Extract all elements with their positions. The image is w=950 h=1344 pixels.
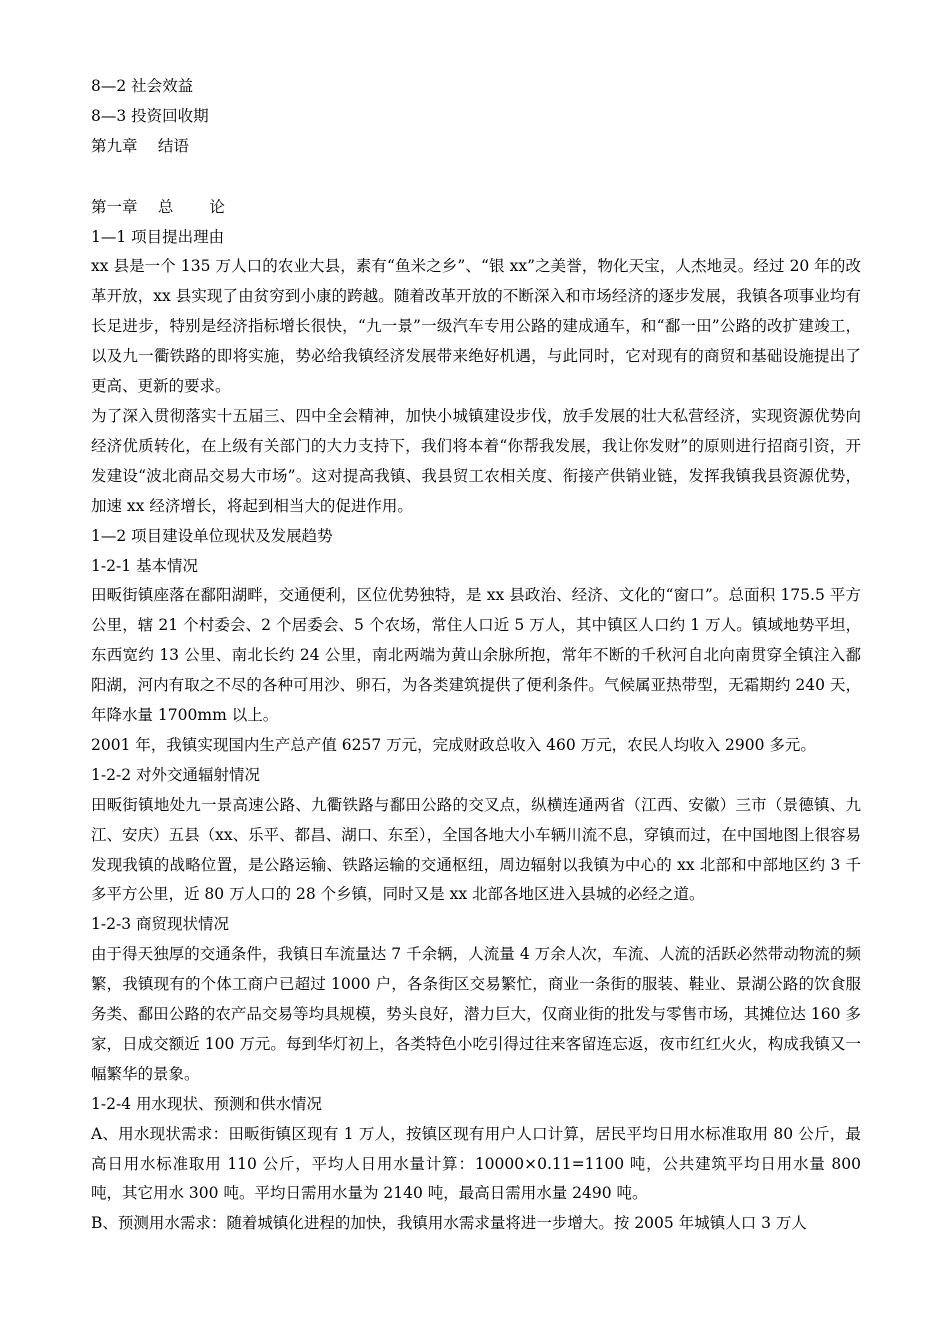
document-page	[91, 72, 861, 1239]
subsection-heading: 1-2-3 商贸现状情况	[91, 915, 229, 934]
chapter-title: 第一章 总 论	[91, 197, 225, 216]
paragraph: 由于得天独厚的交通条件，我镇日车流量达 7 千余辆，人流量 4 万余人次，车流、人流的活跃必然带动物流的频繁，我镇现有的个体工商户已超过 1000 户，各条街区交易繁忙，商业一条街的服装、鞋业、景湖公路的饮食服务类、鄱田公路的农产品交易等均具规模，势头良好，潜力巨大，仅商业街的批发与零售市场，其摊位达 160 多家，日成交额近 100 万元。每到华灯初上，各类特色小吃引得过往来客留连忘返，夜市红红火火，构成我镇又一幅繁华的景象。	[91, 945, 861, 1083]
paragraph: B、预测用水需求：随着城镇化进程的加快，我镇用水需求量将进一步增大。按 2005 年城镇人口 3 万人	[91, 1214, 807, 1233]
section-heading: 1—1 项目提出理由	[91, 227, 225, 246]
subsection-heading: 1-2-1 基本情况	[91, 556, 198, 575]
toc-item-8-2: 8—2 社会效益	[91, 77, 194, 95]
spacer	[91, 162, 861, 193]
subsection-heading: 1-2-4 用水现状、预测和供水情况	[91, 1094, 322, 1113]
paragraph: xx 县是一个 135 万人口的农业大县，素有“鱼米之乡”、“银 xx”之美誉，物化天宝，人杰地灵。经过 20 年的改革开放，xx 县实现了由贫穷到小康的跨越。随着改革开放的不断深入和市场经济的逐步发展，我镇各项事业均有长足进步，特别是经济指标增长很快，“九一景”一级汽车专用公路的建成通车，和“鄱一田”公路的改扩建竣工，以及九一衢铁路的即将实施，势必给我镇经济发展带来绝好机遇，与此同时，它对现有的商贸和基础设施提出了更高、更新的要求。	[91, 257, 861, 396]
paragraph: 2001 年，我镇实现国内生产总产值 6257 万元，完成财政总收入 460 万元，农民人均收入 2900 多元。	[91, 735, 816, 754]
paragraph: 田畈街镇座落在鄱阳湖畔，交通便利，区位优势独特，是 xx 县政治、经济、文化的“窗口”。总面积 175.5 平方公里，辖 21 个村委会、2 个居委会、5 个农场，常住人口近 5 万人，其中镇区人口约 1 万人。镇域地势平坦，东西宽约 13 公里、南北长约 24 公里，南北两端为黄山余脉所抱，常年不断的千秋河自北向南贯穿全镇注入鄱阳湖，河内有取之不尽的各种可用沙、卵石，为各类建筑提供了便利条件。气候属亚热带型，无霜期约 240 天，年降水量 1700mm 以上。	[91, 586, 861, 725]
section-heading: 1—2 项目建设单位现状及发展趋势	[91, 526, 333, 545]
paragraph: 为了深入贯彻落实十五届三、四中全会精神，加快小城镇建设步伐，放手发展的壮大私营经济，实现资源优势向经济优质转化，在上级有关部门的大力支持下，我们将本着“你帮我发展，我让你发财”的原则进行招商引资，开发建设“波北商品交易大市场”。这对提高我镇、我县贸工农相关度、衔接产供销业链，发挥我镇我县资源优势，加速 xx 经济增长，将起到相当大的促进作用。	[91, 406, 861, 515]
paragraph: A、用水现状需求：田畈街镇区现有 1 万人，按镇区现有用户人口计算，居民平均日用水标准取用 80 公斤，最高日用水标准取用 110 公斤，平均人日用水量计算：10000×0.11=1100 吨，公共建筑平均日用水量 800 吨，其它用水 300 吨。平均日需用水量为 2140 吨，最高日需用水量 2490 吨。	[91, 1124, 861, 1203]
toc-chapter-9: 第九章 结语	[91, 136, 189, 155]
subsection-heading: 1-2-2 对外交通辐射情况	[91, 765, 260, 784]
toc-item-8-3: 8—3 投资回收期	[91, 106, 209, 125]
paragraph: 田畈街镇地处九一景高速公路、九衢铁路与鄱田公路的交叉点，纵横连通两省（江西、安徽）三市（景德镇、九江、安庆）五县（xx、乐平、都昌、湖口、东至），全国各地大小车辆川流不息，穿镇而过，在中国地图上很容易发现我镇的战略位置，是公路运输、铁路运输的交通枢纽，周边辐射以我镇为中心的 xx 北部和中部地区约 3 千多平方公里，近 80 万人口的 28 个乡镇，同时又是 xx 北部各地区进入县城的必经之道。	[91, 795, 861, 904]
